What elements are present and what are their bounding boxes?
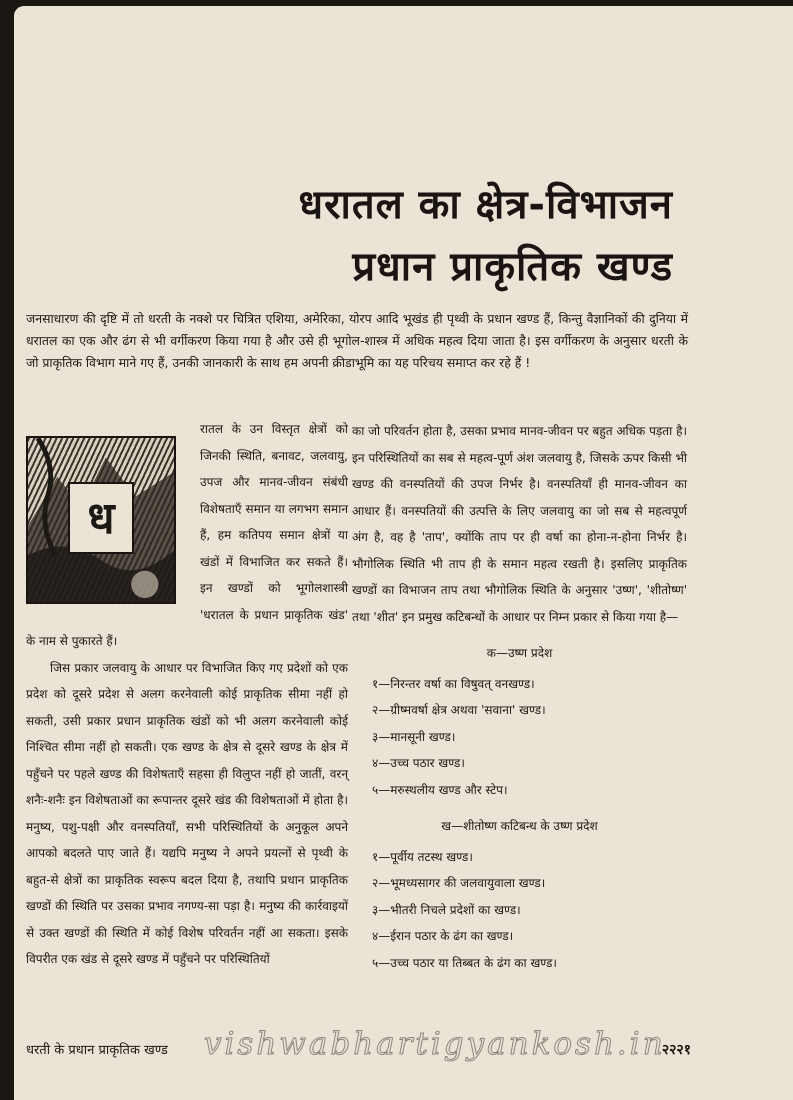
woodcut-frame [26, 436, 176, 604]
watermark: vishwabhartigyankosh.in [204, 1026, 666, 1062]
title-line-1: धरातल का क्षेत्र-विभाजन [298, 182, 673, 228]
tropical-region-list [352, 671, 687, 804]
temperate-region-list [352, 844, 687, 977]
dropcap-illustration [26, 418, 188, 614]
section-heading-tropical: क—उष्ण प्रदेश [486, 646, 553, 660]
list-item: ५—उच्च पठार या तिब्बत के ढंग का खण्ड। [372, 955, 557, 970]
list-item: ३—भीतरी निचले प्रदेशों का खण्ड। [372, 902, 521, 917]
page-number: २२२१ [661, 1042, 691, 1058]
left-column [26, 416, 348, 973]
running-footer-title: धरती के प्रधान प्राकृतिक खण्ड [26, 1043, 168, 1058]
list-item: ४—उच्च पठार खण्ड। [372, 756, 465, 770]
section-heading-temperate: ख—शीतोष्ण कटिबन्ध के उष्ण प्रदेश [441, 819, 598, 833]
book-page [14, 6, 793, 1100]
list-item: ४—ईरान पठार के ढंग का खण्ड। [372, 929, 514, 943]
right-column [352, 418, 687, 976]
list-item: १—पूर्वीय तटस्थ खण्ड। [372, 849, 473, 864]
list-item: २—भूमध्यसागर की जलवायुवाला खण्ड। [372, 876, 546, 890]
left-paragraph-2: जिस प्रकार जलवायु के आधार पर विभाजित किए गए प्रदेशों को एक प्रदेश को दूसरे प्रदेश से अलग करनेवाली कोई प्राकृतिक सीमा नहीं हो सकती, उसी प्रकार प्रधान प्राकृतिक खंडों को भी अलग करनेवाली कोई निश्चित सीमा नहीं हो सकती। एक खण्ड के क्षेत्र से दूसरे खण्ड के क्षेत्र में पहुँचने पर पहले खण्ड की विशेषताएँ सहसा ही विलुप्त नहीं हो जातीं, वरन् शनैः-शनैः इन विशेषताओं का रूपान्तर दूसरे खंड की विशेषताओं में होता है। मनुष्य, पशु-पक्षी और वनस्पतियाँ, सभी परिस्थितियों के अनुकूल अपने आपको बदलते पाए जाते हैं। यद्यपि मनुष्य ने अपने प्रयत्नों से पृथ्वी के बहुत-से क्षेत्रों का प्राकृतिक स्वरूप बदल दिया है, तथापि प्रधान प्राकृतिक खण्डों की स्थिति पर उसका प्रभाव नगण्य-सा पड़ा है। मनुष्य की कार्रवाइयों से उक्त खण्डों की स्थिति में कोई विशेष परिवर्तन नहीं आ सकता। इसके विपरीत एक खंड से दूसरे खण्ड में पहुँचने पर परिस्थितियों [26, 660, 348, 966]
list-item: १—निरन्तर वर्षा का विषुवत् वनखण्ड। [372, 676, 535, 691]
list-item: ३—मानसूनी खण्ड। [372, 729, 456, 744]
right-paragraph-1: का जो परिवर्तन होता है, उसका प्रभाव मानव-जीवन पर बहुत अधिक पड़ता है। इन परिस्थितियों का सब से महत्व-पूर्ण अंश जलवायु है, जिसके ऊपर किसी भी खण्ड की वनस्पतियों की उपज निर्भर है। वनस्पतियाँ ही मानव-जीवन का आधार हैं। वनस्पतियों की उत्पत्ति के लिए जलवायु का जो सब से महत्वपूर्ण अंग है, वह है 'ताप', क्योंकि ताप पर ही वर्षा का होना-न-होना निर्भर है। भौगोलिक स्थिति भी ताप ही के समान महत्व रखती है। इसलिए प्राकृतिक खण्डों का विभाजन ताप तथा भौगोलिक स्थिति के अनुसार 'उष्ण', 'शीतोष्ण' तथा 'शीत' इन प्रमुख कटिबन्धों के आधार पर निम्न प्रकार से किया गया है— [352, 424, 687, 624]
list-item: २—ग्रीष्मवर्षा क्षेत्र अथवा 'सवाना' खण्ड। [372, 703, 546, 717]
article-title [299, 174, 674, 298]
intro-paragraph: जनसाधारण की दृष्टि में तो धरती के नक्शे पर चित्रित एशिया, अमेरिका, योरप आदि भूखंड ही पृथ्वी के प्रधान खण्ड हैं, किन्तु वैज्ञानिकों की दुनिया में धरातल का एक और ढंग से भी वर्गीकरण किया गया है और उसे ही भूगोल-शास्त्र में अधिक महत्व दिया जाता है। इस वर्गीकरण के अनुसार धरती के जो प्राकृतिक विभाग माने गए हैं, उनकी जानकारी के साथ हम अपनी क्रीडाभूमि का यह परिचय समाप्त कर रहे हैं ! [26, 311, 688, 371]
left-paragraph-1: रातल के उन विस्तृत क्षेत्रों को जिनकी स्थिति, बनावट, जलवायु, उपज और मानव-जीवन संबंधी विशेषताएँ समान या लगभग समान हैं, हम कतिपय समान क्षेत्रों या खंडों में विभाजित कर सकते हैं। इन खण्डों को भूगोलशास्त्री 'धरातल के प्रधान प्राकृतिक खंड' के नाम से पुकारते हैं। [26, 422, 348, 648]
title-line-2: प्रधान प्राकृतिक खण्ड [352, 244, 673, 290]
list-item: ५—मरुस्थलीय खण्ड और स्टेप। [372, 782, 508, 797]
dropcap-letter: ध [68, 482, 134, 554]
